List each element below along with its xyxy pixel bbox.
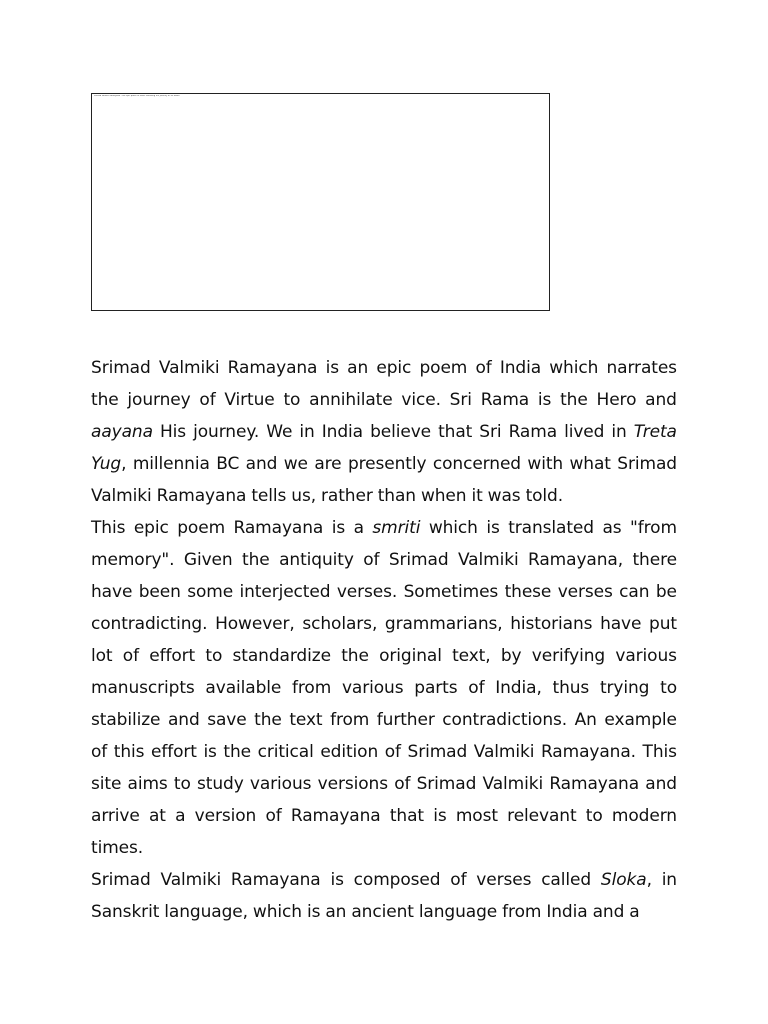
word: This — [91, 518, 126, 538]
word: available — [205, 678, 282, 698]
word: tells — [251, 486, 287, 506]
word: effort — [150, 742, 197, 762]
word: Srimad — [91, 870, 151, 890]
word: in — [611, 422, 627, 442]
word: We — [266, 422, 293, 442]
text-line — [91, 800, 677, 832]
word: Valmiki — [473, 742, 535, 762]
text-line — [91, 512, 677, 544]
word: lived — [564, 422, 605, 442]
word: of — [91, 742, 108, 762]
word: translated — [508, 518, 594, 538]
word: and — [592, 902, 625, 922]
word: "from — [630, 518, 677, 538]
text-line — [91, 352, 677, 384]
word: verifying — [531, 646, 606, 666]
word: arrive — [91, 806, 140, 826]
word: Valmiki — [91, 486, 152, 506]
word: is — [537, 390, 552, 410]
word: to — [660, 678, 677, 698]
figure-placeholder — [91, 93, 550, 311]
word: Ramayana, — [528, 550, 624, 570]
word: poem — [419, 358, 468, 378]
word: and — [167, 710, 200, 730]
word: which — [252, 902, 302, 922]
word: of — [384, 742, 401, 762]
word: Valmiki — [482, 774, 544, 794]
word: save — [207, 710, 247, 730]
word: that — [438, 422, 473, 442]
word: than — [377, 486, 416, 506]
word: from — [502, 902, 542, 922]
word: the — [341, 646, 369, 666]
word: at — [148, 806, 166, 826]
word: Ramayana — [156, 486, 247, 506]
word: contradictions. — [442, 710, 568, 730]
word: Ramayana — [549, 774, 640, 794]
word: Yug, — [91, 454, 127, 474]
word: a — [175, 806, 186, 826]
word: by — [500, 646, 522, 666]
word: Virtue — [224, 390, 275, 410]
word: these — [504, 582, 552, 602]
word: is — [433, 806, 447, 826]
word: various — [249, 774, 312, 794]
word: is — [331, 518, 346, 538]
text-line — [91, 544, 677, 576]
word: of — [450, 870, 467, 890]
word: in — [661, 870, 677, 890]
word: journey — [127, 390, 191, 410]
text-line — [91, 832, 677, 864]
figure-caption: Srimad Valmiki Ramayana - the epic poem of India, narrating the journey of Sri Rama — [94, 95, 180, 97]
word: India — [546, 902, 588, 922]
text-line — [91, 672, 677, 704]
word: text, — [452, 646, 491, 666]
text-line — [91, 896, 677, 928]
word: BC — [216, 454, 240, 474]
word: is — [325, 358, 339, 378]
word: presently — [347, 454, 427, 474]
word: of — [468, 678, 485, 698]
word: what — [569, 454, 611, 474]
word: vice. — [401, 390, 441, 410]
word: Valmiki — [160, 870, 222, 890]
word: Ramayana. — [540, 742, 636, 762]
word: which — [428, 518, 478, 538]
word: put — [649, 614, 677, 634]
word: various — [341, 678, 404, 698]
word: aims — [127, 774, 168, 794]
word: called — [541, 870, 592, 890]
word: language, — [164, 902, 248, 922]
word: epic — [133, 518, 169, 538]
word: an — [347, 358, 369, 378]
word: times. — [91, 838, 144, 858]
text-line — [91, 640, 677, 672]
text-line — [91, 736, 677, 768]
word: verses — [476, 870, 532, 890]
word: the — [223, 742, 252, 762]
word: contradicting. — [91, 614, 208, 634]
word: is — [486, 518, 500, 538]
word: His — [159, 422, 187, 442]
word: Sri — [449, 390, 472, 410]
word: Srimad — [416, 774, 477, 794]
word: Sometimes — [403, 582, 499, 602]
word: when — [420, 486, 467, 506]
word: of — [363, 550, 380, 570]
word: the — [91, 390, 119, 410]
word: there — [632, 550, 677, 570]
word: of — [199, 390, 216, 410]
word: aayana — [91, 422, 153, 442]
word: and — [245, 454, 278, 474]
word: text — [289, 710, 323, 730]
word: effort — [149, 646, 196, 666]
word: thus — [552, 678, 590, 698]
text-line — [91, 704, 677, 736]
word: of — [122, 646, 139, 666]
word: Ramayana — [230, 870, 321, 890]
word: India — [321, 422, 363, 442]
word: is — [330, 870, 344, 890]
word: can — [619, 582, 650, 602]
word: have — [600, 614, 642, 634]
word: trying — [599, 678, 650, 698]
word: is — [306, 902, 321, 922]
word: an — [325, 902, 347, 922]
word: Ramayana — [233, 518, 324, 538]
word: some — [187, 582, 234, 602]
word: Treta — [633, 422, 677, 442]
word: be — [655, 582, 677, 602]
word: Sloka, — [600, 870, 652, 890]
word: India, — [495, 678, 542, 698]
word: manuscripts — [91, 678, 195, 698]
word: Valmiki — [158, 358, 220, 378]
word: Rama — [508, 422, 558, 442]
word: of — [394, 774, 411, 794]
word: Sanskrit — [91, 902, 160, 922]
word: Ramayana — [290, 806, 381, 826]
word: Ramayana — [227, 358, 318, 378]
text-line — [91, 864, 677, 896]
word: historians — [510, 614, 593, 634]
word: smriti — [372, 518, 421, 538]
word: memory". — [91, 550, 175, 570]
word: further — [376, 710, 435, 730]
word: Sri — [479, 422, 502, 442]
text-line — [91, 416, 677, 448]
word: critical — [257, 742, 314, 762]
word: in — [299, 422, 315, 442]
word: have — [91, 582, 133, 602]
word: verses. — [336, 582, 398, 602]
word: standardize — [232, 646, 331, 666]
word: this — [113, 742, 145, 762]
word: been — [138, 582, 181, 602]
word: antiquity — [279, 550, 354, 570]
word: lot — [91, 646, 113, 666]
word: is — [203, 742, 217, 762]
word: was — [487, 486, 521, 506]
word: to — [283, 390, 301, 410]
word: journey. — [193, 422, 260, 442]
word: of — [265, 806, 282, 826]
word: the — [254, 710, 282, 730]
word: Hero — [596, 390, 637, 410]
word: as — [602, 518, 622, 538]
word: example — [604, 710, 677, 730]
word: However, — [215, 614, 295, 634]
word: This — [642, 742, 677, 762]
text-line — [91, 576, 677, 608]
word: ancient — [351, 902, 414, 922]
word: rather — [321, 486, 373, 506]
word: various — [615, 646, 677, 666]
word: the — [560, 390, 588, 410]
word: which — [549, 358, 599, 378]
word: Given — [183, 550, 233, 570]
word: Srimad — [91, 358, 151, 378]
word: language — [418, 902, 498, 922]
word: that — [389, 806, 424, 826]
word: told. — [525, 486, 564, 506]
word: Valmiki — [457, 550, 519, 570]
word: a — [353, 518, 364, 538]
word: Rama — [480, 390, 530, 410]
word: annihilate — [309, 390, 393, 410]
text-line — [91, 480, 677, 512]
word: Srimad — [407, 742, 468, 762]
word: and — [645, 774, 677, 794]
word: from — [292, 678, 332, 698]
word: to — [205, 646, 223, 666]
word: and — [645, 390, 677, 410]
word: India — [499, 358, 542, 378]
word: original — [379, 646, 442, 666]
word: a — [629, 902, 640, 922]
word: parts — [414, 678, 458, 698]
word: version — [194, 806, 257, 826]
word: composed — [353, 870, 441, 890]
word: concerned — [432, 454, 522, 474]
word: Srimad — [617, 454, 677, 474]
word: with — [527, 454, 564, 474]
word: interjected — [239, 582, 331, 602]
body-text — [91, 352, 677, 928]
word: scholars, — [302, 614, 378, 634]
word: most — [455, 806, 498, 826]
word: edition — [320, 742, 379, 762]
word: modern — [611, 806, 677, 826]
word: versions — [317, 774, 388, 794]
word: millennia — [132, 454, 210, 474]
word: An — [574, 710, 597, 730]
word: Srimad — [388, 550, 449, 570]
word: site — [91, 774, 122, 794]
word: us, — [291, 486, 317, 506]
word: narrates — [606, 358, 677, 378]
word: believe — [370, 422, 432, 442]
word: it — [471, 486, 483, 506]
word: relevant — [507, 806, 577, 826]
word: epic — [376, 358, 412, 378]
word: to — [585, 806, 603, 826]
word: to — [173, 774, 191, 794]
word: stabilize — [91, 710, 161, 730]
text-line — [91, 608, 677, 640]
word: poem — [177, 518, 226, 538]
text-line — [91, 384, 677, 416]
word: of — [475, 358, 492, 378]
text-line — [91, 448, 677, 480]
word: study — [197, 774, 244, 794]
word: we — [283, 454, 308, 474]
word: verses — [557, 582, 613, 602]
text-line — [91, 768, 677, 800]
word: the — [242, 550, 270, 570]
word: are — [314, 454, 342, 474]
word: grammarians, — [384, 614, 503, 634]
word: from — [330, 710, 370, 730]
